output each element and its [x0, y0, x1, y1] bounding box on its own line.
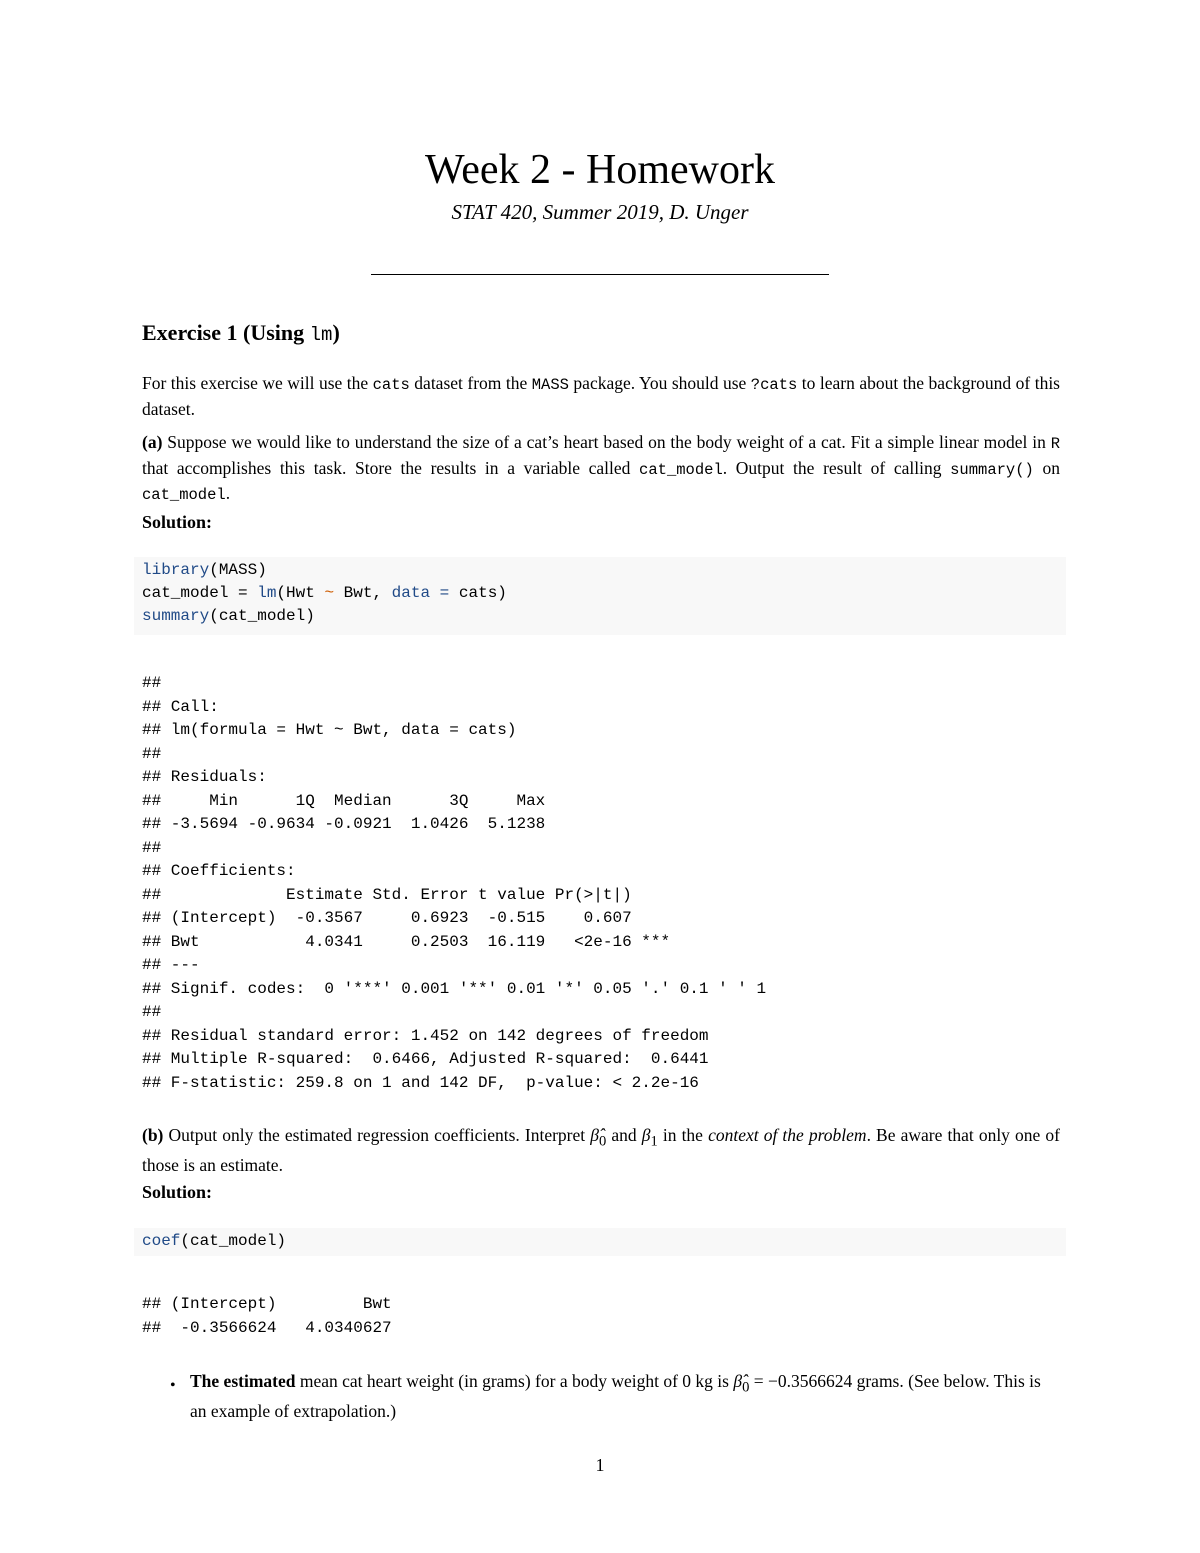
code-line [142, 584, 507, 602]
intro-code-help: ?cats [750, 376, 798, 394]
code-block-a [134, 557, 1066, 635]
part-b-label: (b) [142, 1125, 164, 1145]
bullet-icon: • [170, 1377, 176, 1394]
summary-output: ## ## Call: ## lm(formula = Hwt ~ Bwt, data = cats) ## ## Residuals: ## Min 1Q Median 3Q Max ## -3.5694 -0.9634 -0.0921 1.0426 5.1238 ## ## Coefficients: ## Estimate Std. Error t value Pr(>|t|) ## (Intercept) -0.3567 0.6923 -0.515 0.607 ## Bwt 4.0341 0.2503 16.119 <2e-16 *** ## --- ## Signif. codes: 0 '***' 0.001 '**' 0.01 '*' 0.05 '.' 0.1 ' ' 1 ## ## Residual standard error: 1.452 on 142 degrees of freedom ## Multiple R-squared: 0.6466, Adjusted R-squared: 0.6441 ## F-statistic: 259.8 on 1 and 142 DF, p-value: < 2.2e-16 [142, 674, 767, 1092]
part-a-text: . [225, 483, 231, 503]
code-operator: = [439, 584, 450, 602]
code-operator: ~ [324, 584, 335, 602]
part-a-text: . Output the result of calling [722, 457, 951, 478]
part-a-code-model: cat_model [142, 486, 226, 504]
intro-code-cats: cats [372, 376, 410, 394]
bullet-text: = −0.3566624 grams. (See below. This is an example of extrapolation.) [190, 1371, 1041, 1421]
code-text [430, 584, 440, 602]
page-number: 1 [595, 1455, 605, 1475]
intro-text: package. You should use [568, 373, 751, 393]
heading-suffix: ) [332, 320, 340, 345]
part-a-code-summary: summary() [950, 460, 1034, 479]
part-a-text: that accomplishes this task. Store the results in a variable called [142, 457, 640, 478]
code-text: (cat_model) [209, 607, 315, 625]
code-function: library [142, 561, 210, 579]
beta0-subscript: 0 [598, 1133, 607, 1150]
bullet-text: mean cat heart weight (in grams) for a body weight of 0 kg is [295, 1371, 734, 1391]
beta1-subscript: 1 [650, 1133, 658, 1150]
code-function: summary [142, 607, 210, 625]
page-title: Week 2 - Homework [424, 147, 775, 193]
bullet-interpretation [190, 1370, 1060, 1424]
part-a-code-r: R [1050, 435, 1060, 453]
part-a-label: (a) [142, 432, 163, 452]
exercise-intro [142, 372, 1060, 421]
code-line [142, 607, 315, 625]
intro-text: For this exercise we will use the [142, 373, 373, 393]
part-b-text: . Be aware that only one of those is an estimate. [142, 1125, 1060, 1175]
solution-label-b: Solution: [142, 1182, 213, 1202]
part-a-text: Suppose we would like to understand the size of a cat’s heart based on the body weight of a cat. Fit a simple linear model in [162, 432, 1051, 452]
solution-label-a: Solution: [142, 512, 213, 532]
code-function: coef [142, 1232, 181, 1250]
code-text: Bwt, [334, 584, 392, 602]
part-b-text: and [606, 1125, 642, 1145]
code-text: (MASS) [209, 561, 267, 579]
code-text: cat_model = [142, 584, 258, 602]
part-a-question [142, 431, 1060, 508]
intro-text: to learn about the background of this dataset. [142, 373, 1060, 419]
part-a-text: on [1033, 457, 1060, 478]
page-subtitle: STAT 420, Summer 2019, D. Unger [451, 200, 749, 224]
code-function: lm [257, 584, 277, 602]
intro-text: dataset from the [409, 373, 532, 393]
part-b-question [142, 1124, 1060, 1178]
part-b-emphasis: context of the problem [708, 1125, 867, 1145]
beta0-hat-symbol: β̂ [733, 1371, 743, 1391]
code-line [142, 561, 267, 579]
part-b-text: in the [657, 1125, 709, 1145]
bullet-bold-text: The estimated [190, 1371, 296, 1391]
title-divider [371, 274, 829, 275]
beta1-symbol: β [641, 1125, 651, 1145]
code-text: cats) [449, 584, 507, 602]
beta0-subscript: 0 [742, 1379, 750, 1396]
part-b-text: Output only the estimated regression coefficients. Interpret [163, 1125, 591, 1145]
beta0-hat-symbol: β̂ [590, 1125, 599, 1145]
coef-output: ## (Intercept) Bwt ## -0.3566624 4.0340627 [142, 1295, 392, 1337]
exercise-1-heading [142, 320, 340, 346]
code-text: (Hwt [276, 584, 325, 602]
part-a-code-model: cat_model [639, 460, 723, 479]
code-text: (cat_model) [180, 1232, 287, 1250]
code-keyword: data [391, 584, 431, 602]
heading-code: lm [309, 324, 333, 346]
intro-code-mass: MASS [531, 376, 569, 394]
code-line [142, 1232, 286, 1250]
code-block-b [134, 1228, 1066, 1256]
heading-text: Exercise 1 (Using [142, 320, 310, 345]
